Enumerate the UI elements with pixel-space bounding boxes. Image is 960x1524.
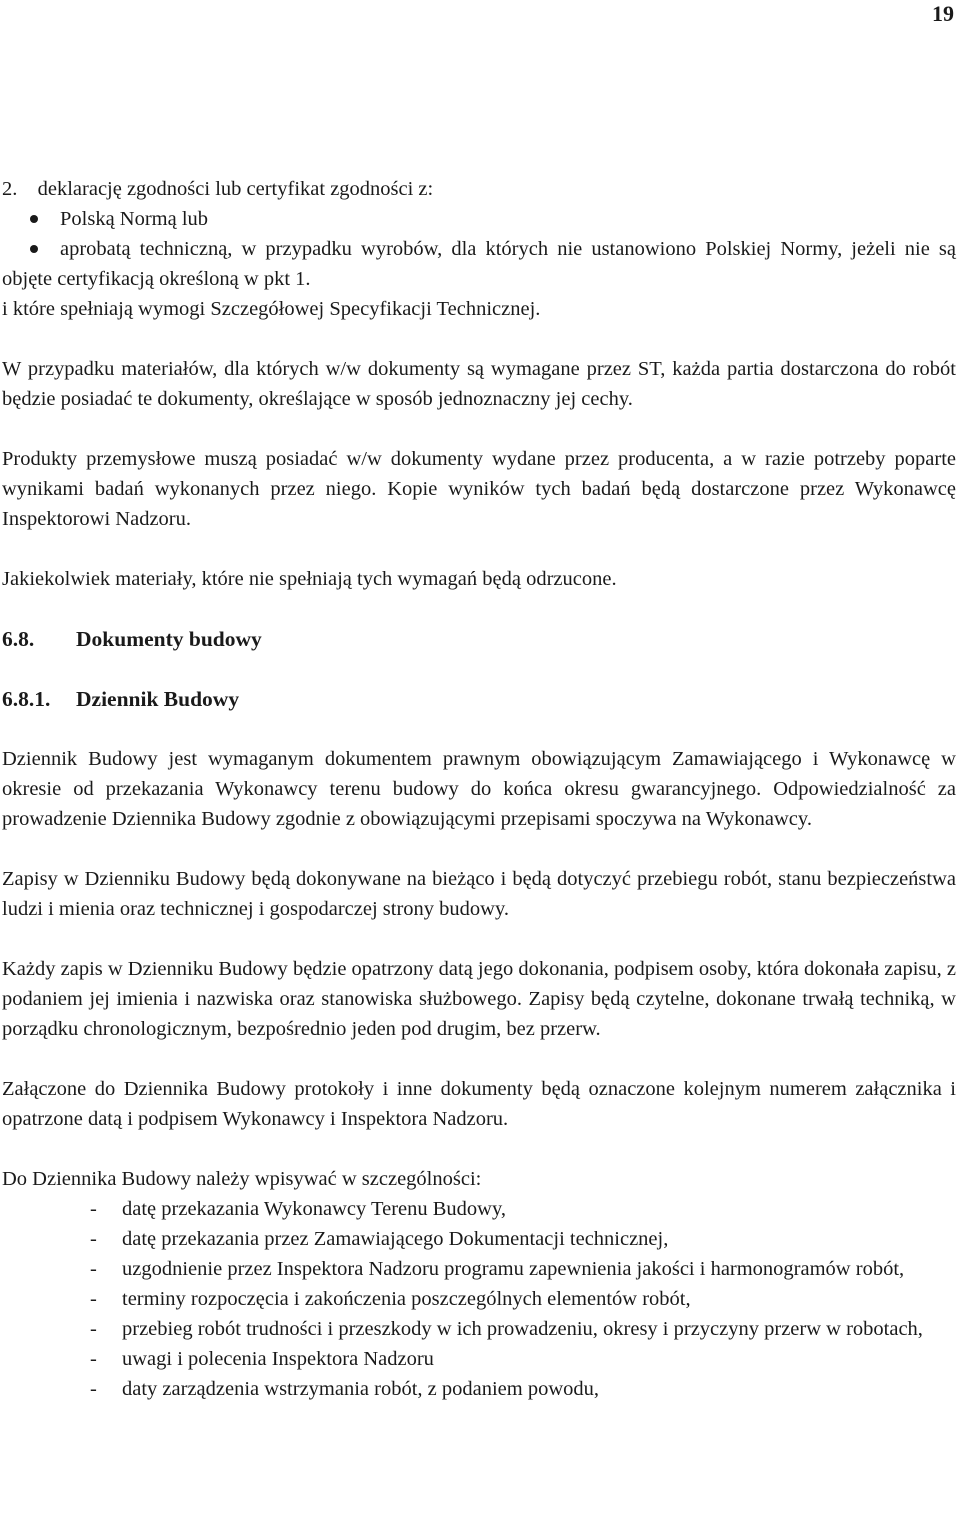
list-item <box>2 1374 956 1404</box>
list-item-text: terminy rozpoczęcia i zakończenia poszczególnych elementów robót, <box>122 1288 691 1310</box>
list-intro: Do Dziennika Budowy należy wpisywać w szczególności: <box>2 1168 482 1190</box>
subsection-heading <box>2 684 956 714</box>
section-number: 6.8. <box>2 627 35 651</box>
list-item <box>2 234 956 294</box>
dash-marker: - <box>90 1348 97 1370</box>
list-item <box>2 1314 956 1344</box>
dash-marker: - <box>90 1198 97 1220</box>
list-item-text: uzgodnienie przez Inspektora Nadzoru programu zapewnienia jakości i harmonogramów robót, <box>122 1258 905 1280</box>
list-item-text: datę przekazania przez Zamawiającego Dokumentacji technicznej, <box>122 1228 669 1250</box>
list-item <box>2 204 956 234</box>
paragraph: i które spełniają wymogi Szczegółowej Specyfikacji Technicznej. <box>2 298 541 320</box>
paragraph: Dziennik Budowy jest wymaganym dokumentem prawnym obowiązującym Zamawiającego i Wykonawcę w okresie od przekazania Wykonawcy terenu budowy do końca okresu gwarancyjnego. Odpowiedzialność za prowadzenie Dziennika Budowy zgodnie z obowiązującymi przepisami spoczywa na Wykonawcy. <box>2 748 956 830</box>
bullet-icon <box>30 245 38 253</box>
dash-marker: - <box>90 1378 97 1400</box>
document-body <box>2 174 956 1404</box>
paragraph: Załączone do Dziennika Budowy protokoły i inne dokumenty będą oznaczone kolejnym numerem załącznika i opatrzone datą i podpisem Wykonawcy i Inspektora Nadzoru. <box>2 1078 956 1130</box>
paragraph: Produkty przemysłowe muszą posiadać w/w dokumenty wydane przez producenta, a w razie potrzeby poparte wynikami badań wykonanych przez niego. Kopie wyników tych badań będą dostarczone przez Wykonawcę Inspektorowi Nadzoru. <box>2 448 956 530</box>
list-item <box>2 1254 956 1284</box>
subsection-number: 6.8.1. <box>2 687 51 711</box>
paragraph: Zapisy w Dzienniku Budowy będą dokonywane na bieżąco i będą dotyczyć przebiegu robót, stanu bezpieczeństwa ludzi i mienia oraz technicznej i gospodarczej strony budowy. <box>2 868 956 920</box>
item-number: 2. <box>2 178 18 200</box>
item-text: deklarację zgodności lub certyfikat zgodności z: <box>37 178 434 200</box>
section-title: Dokumenty budowy <box>76 627 262 651</box>
bullet-list <box>2 204 956 294</box>
paragraph: Każdy zapis w Dzienniku Budowy będzie opatrzony datą jego dokonania, podpisem osoby, która dokonała zapisu, z podaniem jej imienia i nazwiska oraz stanowiska służbowego. Zapisy będą czytelne, dokonane trwałą techniką, w porządku chronologicznym, bezpośrednio jeden pod drugim, bez przerw. <box>2 958 956 1040</box>
list-item <box>2 1344 956 1374</box>
list-item-text: daty zarządzenia wstrzymania robót, z podaniem powodu, <box>122 1378 600 1400</box>
list-item-text: przebieg robót trudności i przeszkody w ich prowadzeniu, okresy i przyczyny przerw w robotach, <box>122 1318 923 1340</box>
dash-marker: - <box>90 1318 97 1340</box>
paragraph: Jakiekolwiek materiały, które nie spełniają tych wymagań będą odrzucone. <box>2 568 617 590</box>
list-item <box>2 1224 956 1254</box>
list-item <box>2 1284 956 1314</box>
bullet-icon <box>30 215 38 223</box>
list-item <box>2 1194 956 1224</box>
paragraph: W przypadku materiałów, dla których w/w dokumenty są wymagane przez ST, każda partia dostarczona do robót będzie posiadać te dokumenty, określające w sposób jednoznaczny jej cechy. <box>2 358 956 410</box>
subsection-title: Dziennik Budowy <box>76 687 240 711</box>
list-item-text: datę przekazania Wykonawcy Terenu Budowy, <box>122 1198 507 1220</box>
dash-marker: - <box>90 1288 97 1310</box>
bullet-text: Polską Normą lub <box>60 208 209 230</box>
section-heading <box>2 624 956 654</box>
dash-marker: - <box>90 1258 97 1280</box>
list-item-text: uwagi i polecenia Inspektora Nadzoru <box>122 1348 434 1370</box>
bullet-text: aprobatą techniczną, w przypadku wyrobów, dla których nie ustanowiono Polskiej Normy, jeżeli nie są objęte certyfikacją określoną w pkt 1. <box>2 238 956 290</box>
page-number: 19 <box>932 1 954 26</box>
dash-marker: - <box>90 1228 97 1250</box>
numbered-item-2 <box>2 174 956 204</box>
dash-list <box>2 1194 956 1404</box>
